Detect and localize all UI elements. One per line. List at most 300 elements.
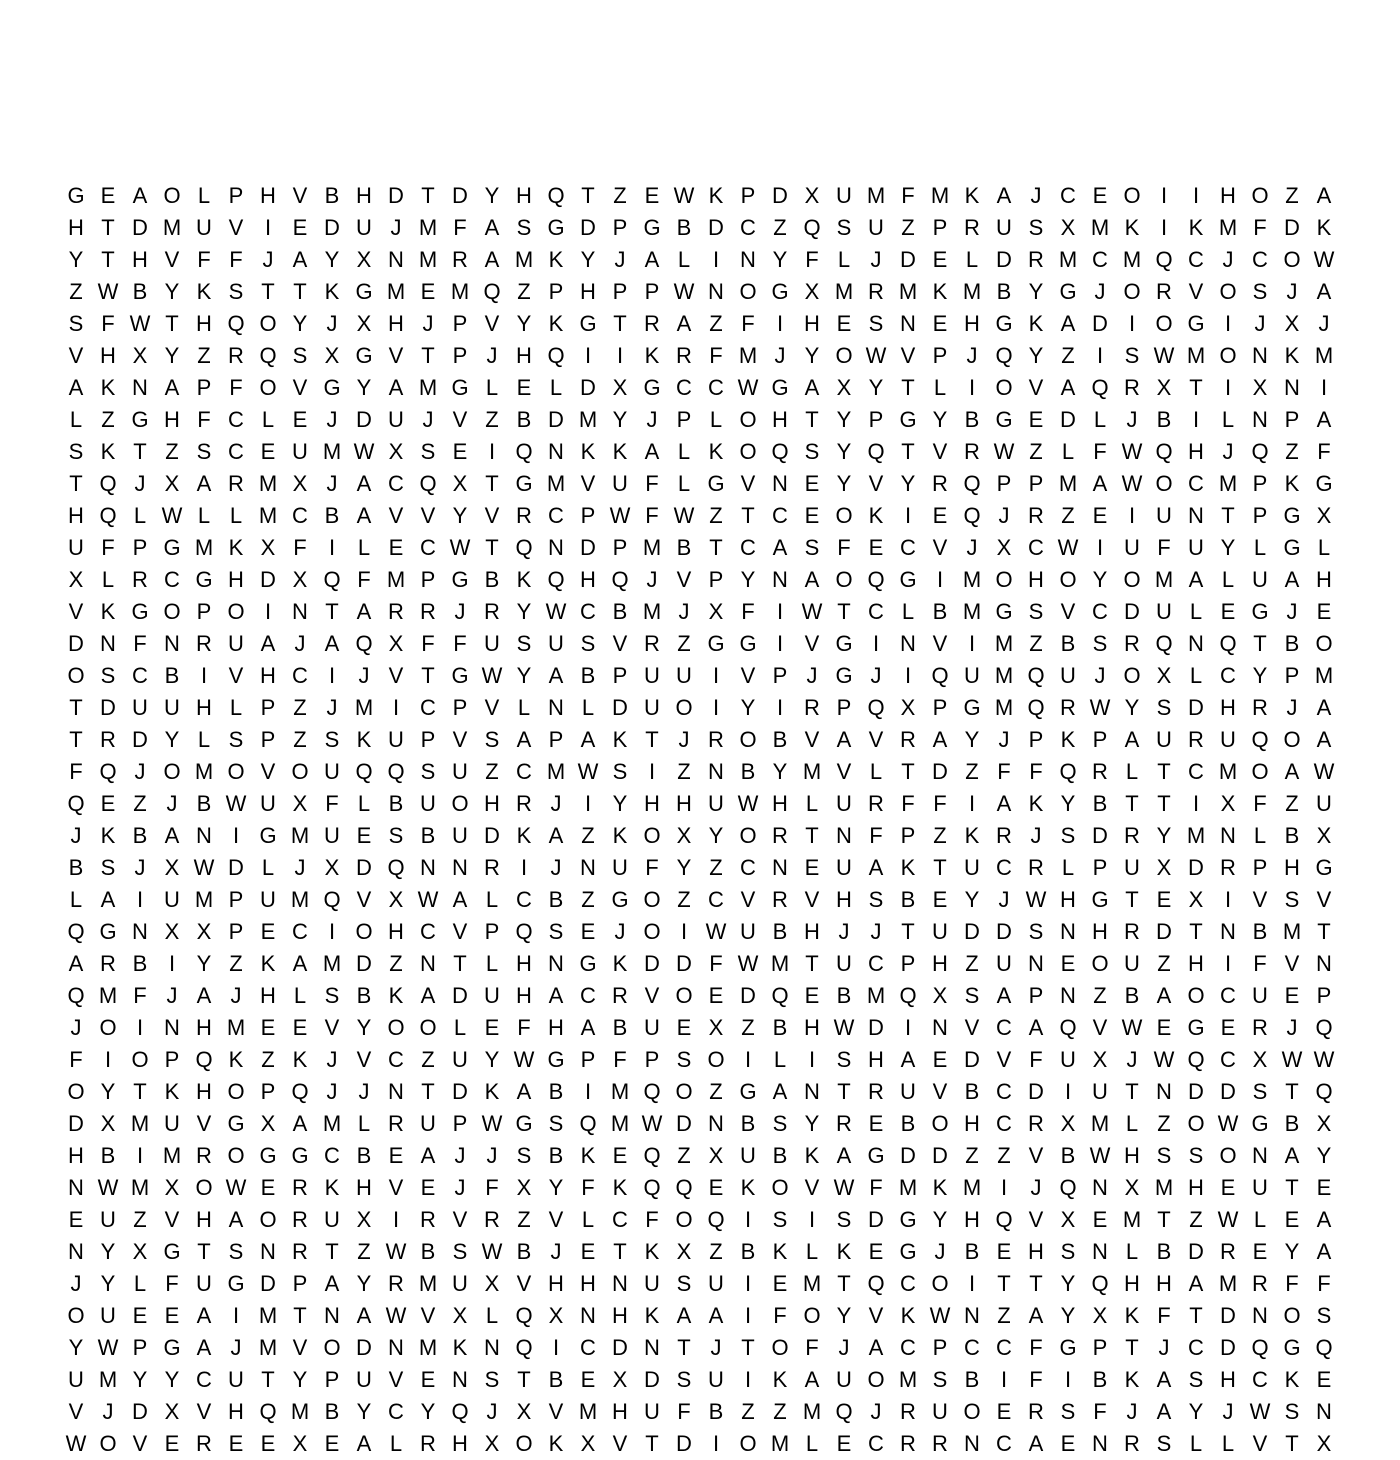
letter-cell[interactable]: I	[328, 663, 336, 688]
letter-cell[interactable]: B	[1060, 1143, 1076, 1168]
letter-cell[interactable]: B	[1060, 631, 1076, 656]
letter-cell[interactable]: D	[644, 951, 660, 976]
letter-cell[interactable]: T	[421, 1079, 435, 1104]
letter-cell[interactable]: H	[772, 791, 788, 816]
letter-cell[interactable]: M	[418, 1335, 438, 1360]
letter-cell[interactable]: J	[1094, 279, 1106, 304]
letter-cell[interactable]: Y	[612, 407, 628, 432]
letter-cell[interactable]: Y	[164, 343, 180, 368]
letter-cell[interactable]: D	[900, 247, 916, 272]
letter-cell[interactable]: C	[740, 215, 756, 240]
letter-cell[interactable]: K	[932, 279, 948, 304]
letter-cell[interactable]: K	[388, 983, 404, 1008]
letter-cell[interactable]: E	[420, 279, 436, 304]
letter-cell[interactable]: S	[484, 1367, 500, 1392]
letter-cell[interactable]: E	[1316, 1367, 1332, 1392]
letter-cell[interactable]: A	[68, 375, 84, 400]
letter-cell[interactable]: S	[1092, 631, 1108, 656]
letter-cell[interactable]: T	[645, 727, 659, 752]
letter-cell[interactable]: T	[1189, 919, 1203, 944]
letter-cell[interactable]: A	[1092, 471, 1108, 496]
letter-cell[interactable]: T	[901, 375, 915, 400]
letter-cell[interactable]: Y	[708, 823, 724, 848]
letter-cell[interactable]: G	[835, 663, 853, 688]
letter-cell[interactable]: T	[1285, 1175, 1299, 1200]
letter-cell[interactable]: H	[260, 983, 276, 1008]
letter-cell[interactable]: D	[68, 631, 84, 656]
letter-cell[interactable]: J	[70, 1015, 82, 1040]
letter-cell[interactable]: H	[100, 343, 116, 368]
letter-cell[interactable]: E	[1284, 1207, 1300, 1232]
letter-cell[interactable]: Z	[485, 759, 499, 784]
letter-cell[interactable]: M	[322, 439, 342, 464]
letter-cell[interactable]: J	[966, 535, 978, 560]
letter-cell[interactable]: P	[1028, 727, 1044, 752]
letter-cell[interactable]: S	[484, 727, 500, 752]
letter-cell[interactable]: N	[324, 1303, 340, 1328]
letter-cell[interactable]: U	[484, 983, 500, 1008]
letter-cell[interactable]: E	[580, 919, 596, 944]
letter-cell[interactable]: V	[452, 727, 468, 752]
letter-cell[interactable]: D	[260, 1271, 276, 1296]
letter-cell[interactable]: G	[163, 1239, 181, 1264]
letter-cell[interactable]: D	[996, 247, 1012, 272]
letter-cell[interactable]: J	[614, 919, 626, 944]
letter-cell[interactable]: M	[642, 535, 662, 560]
letter-cell[interactable]: Q	[1251, 439, 1269, 464]
letter-cell[interactable]: S	[548, 1111, 564, 1136]
letter-cell[interactable]: A	[516, 727, 532, 752]
letter-cell[interactable]: O	[355, 919, 373, 944]
letter-cell[interactable]: G	[1315, 855, 1333, 880]
letter-cell[interactable]: C	[228, 439, 244, 464]
letter-cell[interactable]: I	[104, 1047, 112, 1072]
letter-cell[interactable]: R	[644, 311, 660, 336]
letter-cell[interactable]: J	[998, 887, 1010, 912]
letter-cell[interactable]: T	[165, 311, 179, 336]
letter-cell[interactable]: O	[643, 887, 661, 912]
letter-cell[interactable]: E	[388, 1143, 404, 1168]
letter-cell[interactable]: P	[228, 887, 244, 912]
letter-cell[interactable]: O	[803, 1303, 821, 1328]
letter-cell[interactable]: J	[454, 599, 466, 624]
letter-cell[interactable]: I	[616, 343, 624, 368]
letter-cell[interactable]: I	[1192, 407, 1200, 432]
letter-cell[interactable]: Q	[675, 1175, 693, 1200]
letter-cell[interactable]: U	[644, 663, 660, 688]
letter-cell[interactable]: B	[580, 663, 596, 688]
letter-cell[interactable]: L	[517, 695, 531, 720]
letter-cell[interactable]: M	[290, 887, 310, 912]
letter-cell[interactable]: Y	[356, 1399, 372, 1424]
letter-cell[interactable]: T	[837, 1271, 851, 1296]
letter-cell[interactable]: J	[166, 983, 178, 1008]
letter-cell[interactable]: H	[228, 567, 244, 592]
letter-cell[interactable]: K	[740, 1175, 756, 1200]
letter-cell[interactable]: I	[392, 695, 400, 720]
letter-cell[interactable]: O	[451, 791, 469, 816]
letter-cell[interactable]: G	[1187, 311, 1205, 336]
letter-cell[interactable]: D	[1220, 1335, 1236, 1360]
letter-cell[interactable]: E	[1156, 1015, 1172, 1040]
letter-cell[interactable]: B	[1092, 791, 1108, 816]
letter-cell[interactable]: D	[1124, 599, 1140, 624]
letter-cell[interactable]: O	[291, 759, 309, 784]
letter-cell[interactable]: X	[580, 1431, 596, 1456]
letter-cell[interactable]: Y	[836, 407, 852, 432]
letter-cell[interactable]: O	[259, 311, 277, 336]
letter-cell[interactable]: V	[68, 343, 84, 368]
letter-cell[interactable]: K	[1028, 791, 1044, 816]
letter-cell[interactable]: A	[388, 375, 404, 400]
letter-cell[interactable]: R	[1060, 695, 1076, 720]
letter-cell[interactable]: E	[804, 855, 820, 880]
letter-cell[interactable]: U	[1220, 727, 1236, 752]
letter-cell[interactable]: S	[580, 631, 596, 656]
letter-cell[interactable]: K	[708, 439, 724, 464]
letter-cell[interactable]: I	[744, 1367, 752, 1392]
letter-cell[interactable]: V	[612, 1431, 628, 1456]
letter-cell[interactable]: G	[1187, 1015, 1205, 1040]
letter-cell[interactable]: K	[772, 1239, 788, 1264]
letter-cell[interactable]: G	[739, 631, 757, 656]
letter-cell[interactable]: H	[196, 695, 212, 720]
letter-cell[interactable]: E	[1316, 1175, 1332, 1200]
letter-cell[interactable]: K	[580, 1143, 596, 1168]
letter-cell[interactable]: N	[548, 951, 564, 976]
letter-cell[interactable]: X	[1316, 823, 1332, 848]
letter-cell[interactable]: S	[1252, 1079, 1268, 1104]
letter-cell[interactable]: B	[548, 887, 564, 912]
letter-cell[interactable]: F	[613, 1047, 627, 1072]
letter-cell[interactable]: U	[1252, 567, 1268, 592]
letter-cell[interactable]: A	[772, 1079, 788, 1104]
letter-cell[interactable]: K	[1284, 471, 1300, 496]
letter-cell[interactable]: H	[836, 887, 852, 912]
letter-cell[interactable]: C	[292, 663, 308, 688]
letter-cell[interactable]: Y	[196, 951, 212, 976]
letter-cell[interactable]: X	[676, 1239, 692, 1264]
letter-cell[interactable]: F	[805, 247, 819, 272]
letter-cell[interactable]: R	[1252, 695, 1268, 720]
letter-cell[interactable]: W	[385, 1239, 407, 1264]
letter-cell[interactable]: L	[1221, 407, 1235, 432]
letter-cell[interactable]: O	[739, 407, 757, 432]
letter-cell[interactable]: K	[100, 439, 116, 464]
letter-cell[interactable]: R	[772, 887, 788, 912]
letter-cell[interactable]: K	[292, 1047, 308, 1072]
letter-cell[interactable]: I	[712, 663, 720, 688]
letter-cell[interactable]: Q	[995, 343, 1013, 368]
letter-cell[interactable]: C	[996, 1079, 1012, 1104]
letter-cell[interactable]: C	[900, 1271, 916, 1296]
letter-cell[interactable]: I	[808, 1207, 816, 1232]
letter-cell[interactable]: V	[1060, 599, 1076, 624]
letter-cell[interactable]: U	[1156, 727, 1172, 752]
letter-cell[interactable]: Y	[804, 1111, 820, 1136]
letter-cell[interactable]: T	[325, 599, 339, 624]
letter-cell[interactable]: L	[709, 407, 723, 432]
letter-cell[interactable]: J	[1126, 407, 1138, 432]
letter-cell[interactable]: S	[676, 1047, 692, 1072]
letter-cell[interactable]: W	[481, 663, 503, 688]
letter-cell[interactable]: Q	[1155, 631, 1173, 656]
letter-cell[interactable]: D	[356, 951, 372, 976]
letter-cell[interactable]: Q	[99, 503, 117, 528]
letter-cell[interactable]: N	[1188, 631, 1204, 656]
letter-cell[interactable]: F	[197, 407, 211, 432]
letter-cell[interactable]: H	[452, 1431, 468, 1456]
letter-cell[interactable]: A	[708, 1303, 724, 1328]
letter-cell[interactable]: W	[1217, 1207, 1239, 1232]
letter-cell[interactable]: M	[1154, 567, 1174, 592]
letter-cell[interactable]: T	[1157, 1207, 1171, 1232]
letter-cell[interactable]: G	[707, 471, 725, 496]
letter-cell[interactable]: C	[580, 983, 596, 1008]
letter-cell[interactable]: F	[69, 1047, 83, 1072]
letter-cell[interactable]: F	[645, 855, 659, 880]
letter-cell[interactable]: S	[388, 823, 404, 848]
letter-cell[interactable]: B	[324, 503, 340, 528]
letter-cell[interactable]: G	[259, 823, 277, 848]
letter-cell[interactable]: D	[1188, 855, 1204, 880]
letter-cell[interactable]: C	[996, 1015, 1012, 1040]
letter-cell[interactable]: N	[1284, 375, 1300, 400]
letter-cell[interactable]: V	[132, 1431, 148, 1456]
letter-cell[interactable]: V	[452, 919, 468, 944]
letter-cell[interactable]: J	[326, 311, 338, 336]
letter-cell[interactable]: G	[1059, 1335, 1077, 1360]
letter-cell[interactable]: F	[517, 1015, 531, 1040]
letter-cell[interactable]: U	[452, 1047, 468, 1072]
letter-cell[interactable]: F	[485, 1175, 499, 1200]
letter-cell[interactable]: E	[836, 1431, 852, 1456]
letter-cell[interactable]: J	[454, 1143, 466, 1168]
letter-cell[interactable]: S	[1028, 919, 1044, 944]
letter-cell[interactable]: Y	[1156, 823, 1172, 848]
letter-cell[interactable]: F	[581, 1175, 595, 1200]
letter-cell[interactable]: J	[870, 1399, 882, 1424]
letter-cell[interactable]: C	[772, 503, 788, 528]
letter-cell[interactable]: Z	[1061, 503, 1075, 528]
letter-cell[interactable]: E	[644, 183, 660, 208]
letter-cell[interactable]: T	[645, 1431, 659, 1456]
letter-cell[interactable]: E	[1092, 183, 1108, 208]
letter-cell[interactable]: J	[870, 247, 882, 272]
letter-cell[interactable]: L	[965, 247, 979, 272]
letter-cell[interactable]: N	[388, 1079, 404, 1104]
letter-cell[interactable]: L	[1221, 1431, 1235, 1456]
letter-cell[interactable]: Z	[1189, 1207, 1203, 1232]
letter-cell[interactable]: J	[70, 823, 82, 848]
letter-cell[interactable]: S	[836, 215, 852, 240]
letter-cell[interactable]: E	[292, 215, 308, 240]
letter-cell[interactable]: O	[1123, 279, 1141, 304]
letter-cell[interactable]: J	[486, 1399, 498, 1424]
letter-cell[interactable]: Z	[69, 279, 83, 304]
letter-cell[interactable]: T	[421, 343, 435, 368]
letter-cell[interactable]: O	[1283, 247, 1301, 272]
letter-cell[interactable]: X	[356, 1207, 372, 1232]
letter-cell[interactable]: Q	[259, 1399, 277, 1424]
letter-cell[interactable]: L	[1061, 439, 1075, 464]
letter-cell[interactable]: Z	[293, 695, 307, 720]
letter-cell[interactable]: R	[900, 1431, 916, 1456]
letter-cell[interactable]: M	[98, 1367, 118, 1392]
letter-cell[interactable]: P	[1316, 983, 1332, 1008]
letter-cell[interactable]: V	[388, 503, 404, 528]
letter-cell[interactable]: F	[197, 247, 211, 272]
letter-cell[interactable]: Y	[484, 183, 500, 208]
letter-cell[interactable]: U	[1156, 503, 1172, 528]
letter-cell[interactable]: N	[260, 1239, 276, 1264]
letter-cell[interactable]: V	[676, 567, 692, 592]
letter-cell[interactable]: U	[708, 791, 724, 816]
letter-cell[interactable]: P	[708, 567, 724, 592]
letter-cell[interactable]: I	[968, 1271, 976, 1296]
letter-cell[interactable]: T	[837, 599, 851, 624]
letter-cell[interactable]: R	[1028, 503, 1044, 528]
letter-cell[interactable]: B	[772, 1143, 788, 1168]
letter-cell[interactable]: M	[386, 279, 406, 304]
letter-cell[interactable]: D	[996, 919, 1012, 944]
letter-cell[interactable]: E	[324, 1431, 340, 1456]
letter-cell[interactable]: D	[356, 1335, 372, 1360]
letter-cell[interactable]: X	[996, 535, 1012, 560]
letter-cell[interactable]: X	[100, 1111, 116, 1136]
letter-cell[interactable]: Y	[900, 471, 916, 496]
letter-cell[interactable]: L	[293, 983, 307, 1008]
letter-cell[interactable]: M	[162, 215, 182, 240]
letter-cell[interactable]: C	[1252, 247, 1268, 272]
letter-cell[interactable]: U	[164, 1111, 180, 1136]
letter-cell[interactable]: N	[132, 375, 148, 400]
letter-cell[interactable]: K	[1188, 215, 1204, 240]
letter-cell[interactable]: Y	[324, 247, 340, 272]
letter-cell[interactable]: C	[516, 759, 532, 784]
letter-cell[interactable]: O	[67, 1079, 85, 1104]
letter-cell[interactable]: P	[612, 663, 628, 688]
letter-cell[interactable]: Y	[164, 1367, 180, 1392]
letter-cell[interactable]: S	[676, 1271, 692, 1296]
letter-cell[interactable]: L	[1125, 1111, 1139, 1136]
letter-cell[interactable]: N	[388, 247, 404, 272]
letter-cell[interactable]: W	[833, 1015, 855, 1040]
letter-cell[interactable]: A	[452, 887, 468, 912]
letter-cell[interactable]: G	[1251, 1111, 1269, 1136]
letter-cell[interactable]: X	[164, 855, 180, 880]
letter-cell[interactable]: J	[262, 247, 274, 272]
letter-cell[interactable]: W	[481, 1239, 503, 1264]
letter-cell[interactable]: X	[68, 567, 84, 592]
letter-cell[interactable]: Q	[867, 439, 885, 464]
letter-cell[interactable]: F	[69, 759, 83, 784]
letter-cell[interactable]: M	[322, 1111, 342, 1136]
letter-cell[interactable]: X	[292, 567, 308, 592]
letter-cell[interactable]: A	[292, 1111, 308, 1136]
letter-cell[interactable]: U	[324, 1207, 340, 1232]
letter-cell[interactable]: F	[997, 759, 1011, 784]
letter-cell[interactable]: G	[163, 1335, 181, 1360]
letter-cell[interactable]: J	[550, 791, 562, 816]
letter-cell[interactable]: L	[837, 247, 851, 272]
letter-cell[interactable]: Y	[1060, 1271, 1076, 1296]
letter-cell[interactable]: P	[644, 1047, 660, 1072]
letter-cell[interactable]: A	[1156, 1367, 1172, 1392]
letter-cell[interactable]: H	[516, 343, 532, 368]
letter-cell[interactable]: N	[740, 247, 756, 272]
letter-cell[interactable]: X	[388, 631, 404, 656]
letter-cell[interactable]: X	[1316, 1431, 1332, 1456]
letter-cell[interactable]: O	[227, 1143, 245, 1168]
letter-cell[interactable]: K	[228, 1047, 244, 1072]
letter-cell[interactable]: X	[164, 1399, 180, 1424]
letter-cell[interactable]: V	[1092, 1015, 1108, 1040]
letter-cell[interactable]: X	[1092, 1303, 1108, 1328]
letter-cell[interactable]: H	[260, 183, 276, 208]
letter-cell[interactable]: Y	[740, 567, 756, 592]
letter-cell[interactable]: M	[962, 279, 982, 304]
letter-cell[interactable]: D	[132, 1399, 148, 1424]
letter-cell[interactable]: U	[868, 215, 884, 240]
letter-cell[interactable]: F	[709, 951, 723, 976]
letter-cell[interactable]: H	[804, 1015, 820, 1040]
letter-cell[interactable]: R	[1188, 727, 1204, 752]
letter-cell[interactable]: Q	[1059, 1015, 1077, 1040]
letter-cell[interactable]: X	[1220, 791, 1236, 816]
letter-cell[interactable]: N	[196, 823, 212, 848]
letter-cell[interactable]: W	[673, 503, 695, 528]
letter-cell[interactable]: Z	[677, 631, 691, 656]
letter-cell[interactable]: M	[130, 1111, 150, 1136]
letter-cell[interactable]: T	[517, 1367, 531, 1392]
letter-cell[interactable]: V	[1252, 887, 1268, 912]
letter-cell[interactable]: P	[1252, 503, 1268, 528]
letter-cell[interactable]: W	[993, 439, 1015, 464]
letter-cell[interactable]: L	[453, 1015, 467, 1040]
letter-cell[interactable]: I	[1064, 1367, 1072, 1392]
letter-cell[interactable]: O	[227, 1079, 245, 1104]
letter-cell[interactable]: T	[453, 951, 467, 976]
letter-cell[interactable]: G	[771, 375, 789, 400]
letter-cell[interactable]: G	[515, 471, 533, 496]
letter-cell[interactable]: T	[805, 407, 819, 432]
letter-cell[interactable]: B	[964, 1239, 980, 1264]
letter-cell[interactable]: L	[69, 407, 83, 432]
letter-cell[interactable]: I	[584, 791, 592, 816]
letter-cell[interactable]: N	[452, 1367, 468, 1392]
letter-cell[interactable]: S	[100, 663, 116, 688]
letter-cell[interactable]: X	[612, 375, 628, 400]
letter-cell[interactable]: U	[996, 951, 1012, 976]
letter-cell[interactable]: D	[452, 183, 468, 208]
letter-cell[interactable]: V	[452, 1207, 468, 1232]
letter-cell[interactable]: Q	[99, 471, 117, 496]
letter-cell[interactable]: F	[645, 471, 659, 496]
letter-cell[interactable]: R	[996, 823, 1012, 848]
letter-cell[interactable]: K	[612, 951, 628, 976]
letter-cell[interactable]: D	[868, 1015, 884, 1040]
letter-cell[interactable]: W	[1025, 887, 1047, 912]
letter-cell[interactable]: M	[354, 695, 374, 720]
letter-cell[interactable]: R	[1124, 631, 1140, 656]
letter-cell[interactable]: H	[1092, 919, 1108, 944]
letter-cell[interactable]: T	[709, 535, 723, 560]
letter-cell[interactable]: A	[548, 663, 564, 688]
letter-cell[interactable]: Z	[709, 1239, 723, 1264]
letter-cell[interactable]: N	[708, 759, 724, 784]
letter-cell[interactable]: M	[770, 951, 790, 976]
